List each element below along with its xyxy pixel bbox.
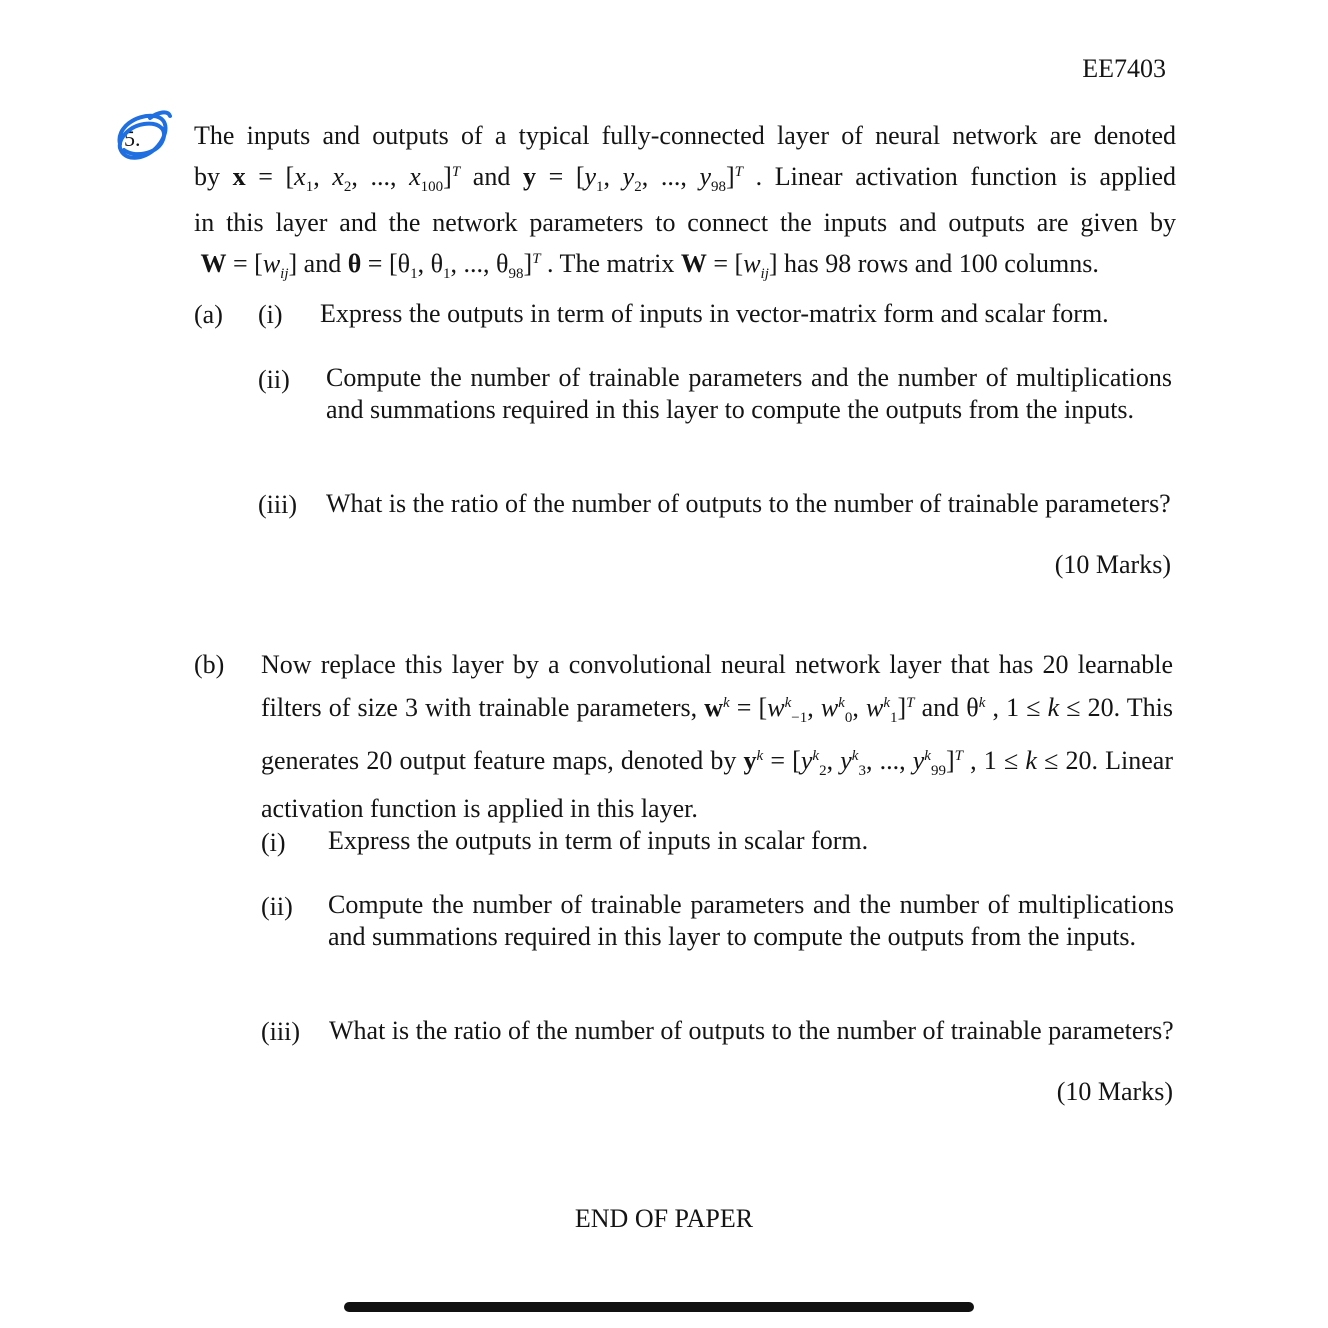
- part-a-iii-text: What is the ratio of the number of outputs to the number of trainable parameters?: [326, 489, 1171, 518]
- part-a-ii-label: (ii): [258, 365, 290, 394]
- part-b-label: (b): [194, 650, 225, 679]
- part-b-i-label: (i): [261, 828, 286, 857]
- question-number-scribble-icon: [110, 108, 176, 170]
- intro-line: by $x = [x_1$, $x_2$, ..., $x_{100}]^T$ and $y = [y_1$, $y_2$, ..., $y_{98}]^T$ . Linear activation function is applied: [194, 162, 1177, 195]
- part-a-i-label: (i): [258, 300, 283, 329]
- part-a-i-text: Express the outputs in term of inputs in vector-matrix form and scalar form.: [320, 299, 1109, 328]
- home-indicator-bar[interactable]: [344, 1302, 974, 1312]
- part-a-label: (a): [194, 300, 223, 329]
- intro-line: The inputs and outputs of a typical fully-connected layer of neural network are denoted: [194, 121, 1176, 150]
- part-b-iii-label: (iii): [261, 1017, 300, 1046]
- intro-line: $W = [w_{ij}]$ and $\theta = [\theta_1$, $\theta_1$, ..., $\theta_{98}]^T$ . The matrix $W = [w_{ij}]$ has 98 rows and 100 columns.: [200, 249, 1099, 282]
- part-b-marks: (10 Marks): [1056, 1077, 1173, 1106]
- intro-line: in this layer and the network parameters to connect the inputs and outputs are given by: [194, 208, 1176, 237]
- part-b-ii-text: Compute the number of trainable parameters and the number of multiplications and summations required in this layer to compute the outputs from the inputs.: [328, 890, 1174, 951]
- part-b-ii-label: (ii): [261, 892, 293, 921]
- part-b-i-text: Express the outputs in term of inputs in scalar form.: [328, 826, 869, 855]
- course-code: EE7403: [1082, 54, 1166, 83]
- question-number: 5.: [124, 126, 141, 151]
- part-b-iii-text: What is the ratio of the number of outputs to the number of trainable parameters?: [329, 1016, 1174, 1045]
- part-a-ii-text: Compute the number of trainable parameters and the number of multiplications and summations required in this layer to compute the outputs from the inputs.: [326, 363, 1172, 424]
- part-b-intro: Now replace this layer by a convolutional neural network layer that has 20 learnable filters of size 3 with trainable parameters, $w^k = [w^k_{-1}$, $w^k_0$, $w^k_1]^T$ and $\theta^k$ , 1 ≤ k ≤ 20. This generates 20 output feature maps, denoted by $y^k = [y^k_2$, $y^k_3$, ..., $y^k_{99}]^T$ , 1 ≤ k ≤ 20. Linear activation function is applied in this layer.: [261, 650, 1174, 823]
- end-of-paper: END OF PAPER: [574, 1204, 754, 1233]
- part-a-iii-label: (iii): [258, 490, 297, 519]
- part-a-marks: (10 Marks): [1054, 550, 1171, 579]
- question-intro: [194, 118, 1176, 292]
